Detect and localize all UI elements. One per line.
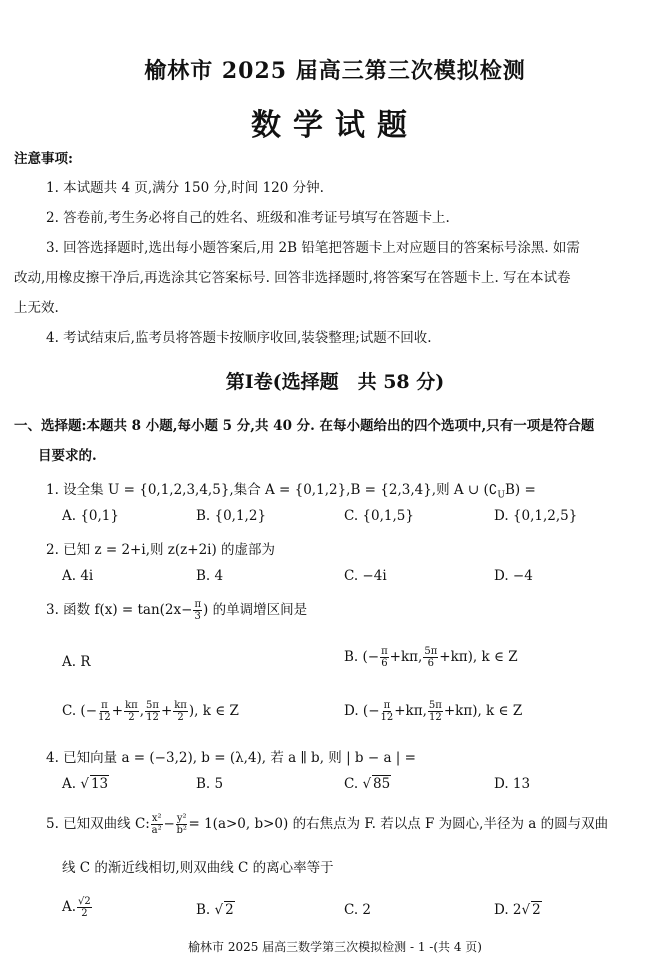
exam-subtitle: 数学试题	[251, 108, 419, 143]
q5-minus: −	[163, 816, 175, 832]
q5-option-a	[62, 896, 93, 919]
q3b-n1: π	[381, 646, 388, 657]
q3-option-a: A. R	[62, 654, 91, 670]
q5a-pre: A.	[62, 899, 77, 915]
note-item-1: 1. 本试题共 4 页,满分 150 分,时间 120 分钟.	[46, 180, 324, 196]
q3-stem-pre: 3. 函数 f(x) = tan(2x−	[46, 602, 193, 618]
q3d-d1: 12	[380, 712, 394, 723]
q2-option-b: B. 4	[196, 568, 224, 584]
q3c-d2: 12	[146, 712, 159, 723]
q3c-n1b: kπ	[125, 700, 138, 711]
q3-frac-den: 3	[194, 611, 201, 622]
q3c-mid: ,	[139, 703, 144, 719]
q4-option-c: C. √ 85	[344, 776, 391, 792]
q5-stem-post: = 1(a>0, b>0) 的右焦点为 F. 若以点 F 为圆心,半径为 a 的圆与双曲	[188, 816, 609, 832]
q1-stem-end: B) =	[504, 482, 536, 498]
exam-title: 榆林市 2025 届高三第三次模拟检测	[144, 58, 526, 84]
q3c-d1: 12	[98, 712, 111, 723]
notes-heading: 注意事项:	[14, 151, 73, 167]
q5-frac-x	[151, 813, 163, 836]
q1-option-b: B. {0,1,2}	[196, 508, 267, 524]
part-one-instructions-line-2: 目要求的.	[38, 448, 97, 464]
note-item-3-line-2: 改动,用橡皮擦干净后,再选涂其它答案标号. 回答非选择题时,将答案写在答题卡上. 写在本试卷	[14, 270, 571, 286]
q3d-d2: 12	[429, 712, 442, 723]
q1-option-d: D. {0,1,2,5}	[494, 508, 578, 524]
q3b-frac-2	[423, 646, 438, 669]
q3b-pre: B. (−	[344, 649, 380, 665]
q3c-plus-2: +	[160, 703, 173, 719]
q3d-mid: +kπ,	[394, 703, 427, 719]
q5a-num: √2	[78, 896, 91, 907]
q1-option-c: C. {0,1,5}	[344, 508, 414, 524]
q5d-radicand: 2	[532, 902, 541, 918]
q3c-post: ), k ∈ Z	[188, 703, 239, 719]
q3c-n1: π	[101, 700, 108, 711]
note-item-2: 2. 答卷前,考生务必将自己的姓名、班级和准考证号填写在答题卡上.	[46, 210, 450, 226]
q3b-mid: +kπ,	[389, 649, 423, 665]
q3c-d2b: 2	[177, 712, 184, 723]
q1-stem-subscript: U	[497, 490, 505, 501]
q5d-pre: D. 2	[494, 902, 522, 918]
q3c-plus-1: +	[111, 703, 124, 719]
section-title: 第Ⅰ卷(选择题 共 58 分)	[225, 371, 445, 393]
q5-frac-y	[176, 813, 188, 836]
q3c-frac-2	[145, 700, 160, 723]
q3-option-d	[344, 700, 522, 723]
question-5-stem-line-1	[46, 812, 608, 836]
q3b-post: +kπ), k ∈ Z	[439, 649, 518, 665]
q2-option-d: D. −4	[494, 568, 533, 584]
q5-d2: b²	[176, 825, 187, 836]
question-2-stem: 2. 已知 z = 2+i,则 z(z+2i) 的虚部为	[46, 542, 276, 558]
q4a-pre: A.	[62, 776, 81, 792]
q4c-pre: C.	[344, 776, 363, 792]
q1-option-a: A. {0,1}	[62, 508, 119, 524]
q5-option-b: B. √ 2	[196, 902, 234, 918]
q3b-frac-1	[380, 646, 389, 669]
q3c-frac-1b	[124, 700, 139, 723]
question-5-stem-line-2: 线 C 的渐近线相切,则双曲线 C 的离心率等于	[62, 860, 334, 876]
question-1-stem	[46, 478, 536, 501]
q5-option-c: C. 2	[344, 902, 372, 918]
q3c-pre: C. (−	[62, 703, 98, 719]
q3-frac-num: π	[194, 599, 202, 610]
note-item-4: 4. 考试结束后,监考员将答题卡按顺序收回,装袋整理;试题不回收.	[46, 330, 432, 346]
q4-option-d: D. 13	[494, 776, 531, 792]
q5b-radicand: 2	[225, 902, 234, 918]
q2-option-a: A. 4i	[62, 568, 94, 584]
q4-option-b: B. 5	[196, 776, 224, 792]
q3c-n2b: kπ	[174, 700, 187, 711]
note-item-3-line-3: 上无效.	[14, 300, 59, 316]
q1-stem-text: 1. 设全集 U = {0,1,2,3,4,5},集合 A = {0,1,2},B = {2,3,4},则 A ∪ (∁	[46, 482, 498, 498]
q4-option-a: A. √ 13	[62, 776, 109, 792]
q5-d1: a²	[151, 825, 162, 836]
q3b-d2: 6	[427, 658, 434, 669]
q3b-d1: 6	[381, 658, 388, 669]
q5a-den: 2	[81, 908, 88, 919]
q3d-frac-2	[428, 700, 443, 723]
part-one-instructions-line-1: 一、选择题:本题共 8 小题,每小题 5 分,共 40 分. 在每小题给出的四个选项中,只有一项是符合题	[14, 418, 595, 434]
q5-stem-pre: 5. 已知双曲线 C:	[46, 816, 150, 832]
q5-n1: x²	[151, 813, 162, 824]
q5-option-d: D. 2√ 2	[494, 902, 541, 918]
q3d-n2: 5π	[428, 700, 442, 711]
question-4-stem: 4. 已知向量 a = (−3,2), b = (λ,4), 若 a ∥ b, 则 | b − a | =	[46, 750, 416, 766]
q3-stem-post: ) 的单调增区间是	[203, 602, 308, 618]
q3c-frac-2b	[173, 700, 188, 723]
q3c-d1b: 2	[128, 712, 135, 723]
q4c-radicand: 85	[373, 776, 391, 792]
q3-option-b	[344, 646, 518, 669]
question-3-stem	[46, 598, 307, 622]
q5-n2: y²	[176, 813, 187, 824]
q3d-post: +kπ), k ∈ Z	[443, 703, 523, 719]
q3d-n1: π	[383, 700, 391, 711]
q3-option-c	[62, 700, 239, 723]
page-footer: 榆林市 2025 届高三数学第三次模拟检测 - 1 -(共 4 页)	[188, 940, 482, 954]
q5a-frac	[77, 896, 92, 919]
q2-option-c: C. −4i	[344, 568, 387, 584]
q5b-pre: B.	[196, 902, 215, 918]
q3b-n2: 5π	[424, 646, 438, 657]
q3c-frac-1	[98, 700, 111, 723]
q3c-n2: 5π	[146, 700, 159, 711]
note-item-3-line-1: 3. 回答选择题时,选出每小题答案后,用 2B 铅笔把答题卡上对应题目的答案标号涂黑. 如需	[46, 240, 580, 256]
q3-stem-fraction	[193, 599, 202, 622]
q4a-radicand: 13	[90, 776, 109, 792]
q3d-pre: D. (−	[344, 703, 380, 719]
q3d-frac-1	[381, 700, 394, 723]
